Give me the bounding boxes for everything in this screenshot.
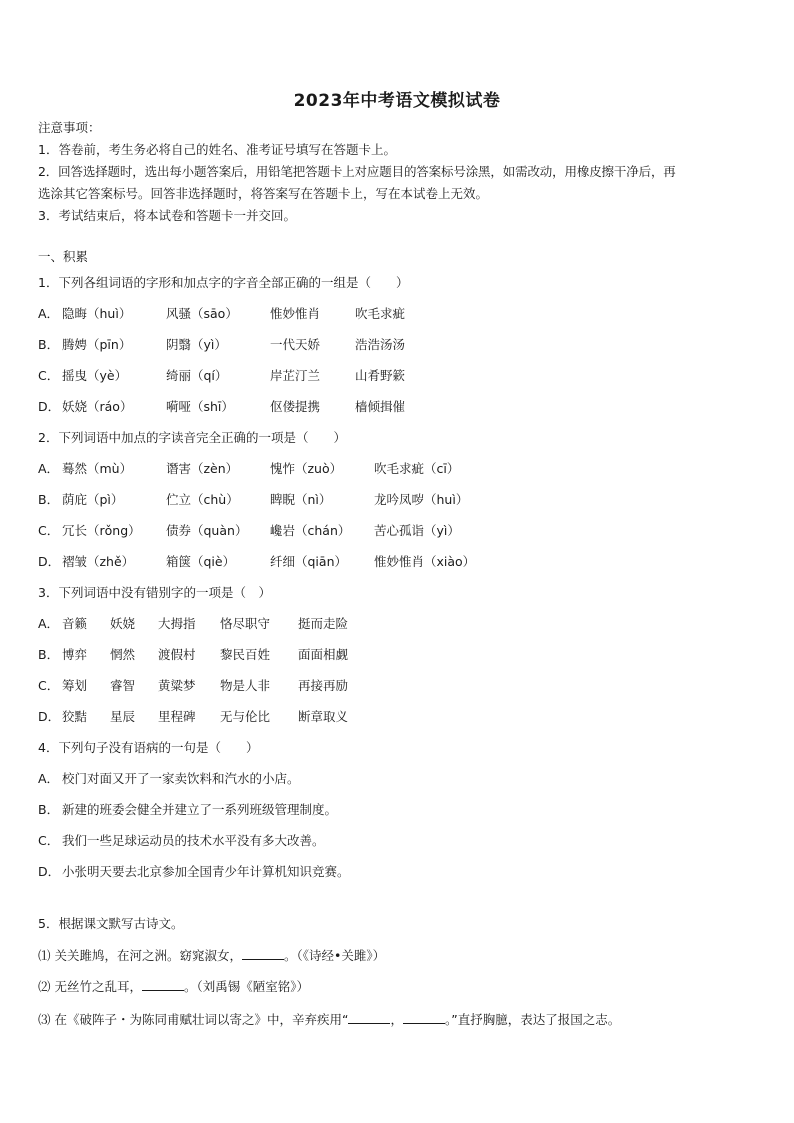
question-4-option-b <box>38 801 337 819</box>
option-item: 荫庇（pì） <box>62 492 124 507</box>
option-item: 吹毛求疵 <box>355 306 406 321</box>
sub-question-text: 。（《诗经•关雎》） <box>283 948 386 963</box>
option-letter: C． <box>38 368 60 383</box>
option-item: 妖娆 <box>110 616 136 631</box>
question-2-option-b <box>38 491 468 509</box>
option-item: 睥睨（nì） <box>270 492 332 507</box>
option-item: 狡黠 <box>62 709 88 724</box>
option-item: 苦心孤诣（yì） <box>374 523 460 538</box>
option-item: 惟妙惟肖 <box>270 306 321 321</box>
option-item: 腾娉（pīn） <box>62 337 132 352</box>
option-letter: B． <box>38 802 60 817</box>
notice-item-3: 3．考试结束后，将本试卷和答题卡一并交回。 <box>38 208 296 223</box>
option-item: 风骚（sāo） <box>166 306 238 321</box>
option-letter: D． <box>38 864 61 879</box>
option-letter: D． <box>38 709 61 724</box>
option-item: 岸芷汀兰 <box>270 368 321 383</box>
option-item: 嗬哑（shī） <box>166 399 234 414</box>
option-item: 恪尽职守 <box>220 616 271 631</box>
option-item: 星辰 <box>110 709 136 724</box>
question-1-option-b <box>38 336 405 354</box>
question-3-option-a <box>38 615 348 633</box>
question-4-option-d <box>38 863 350 881</box>
option-letter: C． <box>38 523 60 538</box>
notice-item-1: 1．答卷前，考生务必将自己的姓名、准考证号填写在答题卡上。 <box>38 142 396 157</box>
option-item: 博弈 <box>62 647 88 662</box>
option-item: 黎民百姓 <box>220 647 271 662</box>
question-4-stem: 4．下列句子没有语病的一句是（ ） <box>38 740 259 755</box>
option-item: 樯倾揖催 <box>355 399 406 414</box>
notice-item-2-line-2: 选涂其它答案标号。回答非选择题时，将答案写在答题卡上，写在本试卷上无效。 <box>38 186 489 201</box>
sub-question-text: ⑶ 在《破阵子・为陈同甫赋壮词以寄之》中，辛弃疾用“ <box>38 1012 349 1027</box>
option-item: 绮丽（qí） <box>166 368 228 383</box>
option-item: 隐晦（huì） <box>62 306 132 321</box>
question-2-option-a <box>38 460 459 478</box>
option-item: 筹划 <box>62 678 88 693</box>
option-letter: A． <box>38 771 60 786</box>
option-text: 新建的班委会健全并建立了一系列班级管理制度。 <box>62 802 338 817</box>
option-letter: A． <box>38 616 60 631</box>
option-item: 摇曳（yè） <box>62 368 128 383</box>
option-item: 箱箧（qiè） <box>166 554 236 569</box>
question-3-option-b <box>38 646 348 664</box>
option-letter: A． <box>38 306 60 321</box>
sub-question-text: ⑴ 关关雎鸠，在河之洲。窈窕淑女， <box>38 948 242 963</box>
option-item: 挺而走险 <box>298 616 349 631</box>
option-item: 一代天娇 <box>270 337 321 352</box>
option-item: 债券（quàn） <box>166 523 248 538</box>
sub-question-text: 。”直抒胸臆，表达了报国之志。 <box>444 1012 621 1027</box>
option-item: 伫立（chù） <box>166 492 239 507</box>
answer-blank[interactable] <box>348 1010 390 1024</box>
option-item: 蓦然（mù） <box>62 461 133 476</box>
option-letter: B． <box>38 492 60 507</box>
option-letter: B． <box>38 337 60 352</box>
option-item: 山肴野簌 <box>355 368 406 383</box>
answer-blank[interactable] <box>403 1010 445 1024</box>
question-5-stem: 5．根据课文默写古诗文。 <box>38 916 184 931</box>
option-letter: D． <box>38 399 61 414</box>
question-5-sub-1 <box>38 946 760 965</box>
question-1-option-c <box>38 367 405 385</box>
option-item: 音籁 <box>62 616 88 631</box>
sub-question-text: ⑵ 无丝竹之乱耳， <box>38 979 142 994</box>
option-item: 睿智 <box>110 678 136 693</box>
option-item: 里程碑 <box>158 709 196 724</box>
notice-item-2-line-1: 2．回答选择题时，选出每小题答案后，用铅笔把答题卡上对应题目的答案标号涂黑，如需改动，用橡皮擦干净后，再 <box>38 164 676 179</box>
option-item: 吹毛求疵（cī） <box>374 461 460 476</box>
question-2-option-d <box>38 553 475 571</box>
answer-blank[interactable] <box>242 946 284 960</box>
question-1-option-d <box>38 398 405 416</box>
option-item: 伛偻提携 <box>270 399 321 414</box>
sub-question-text: 。（刘禹锡《陋室铭》） <box>183 979 309 994</box>
question-3-stem: 3．下列词语中没有错别字的一项是（ ） <box>38 585 271 600</box>
page-title: 2023年中考语文模拟试卷 <box>293 91 501 111</box>
option-item: 惟妙惟肖（xiào） <box>374 554 476 569</box>
option-item: 惘然 <box>110 647 136 662</box>
option-item: 浩浩汤汤 <box>355 337 406 352</box>
option-letter: A． <box>38 461 60 476</box>
option-item: 再接再励 <box>298 678 349 693</box>
option-item: 物是人非 <box>220 678 271 693</box>
sub-question-text: ， <box>390 1012 403 1027</box>
question-3-option-d <box>38 708 348 726</box>
question-2-stem: 2．下列词语中加点的字读音完全正确的一项是（ ） <box>38 430 346 445</box>
section-heading: 一、积累 <box>38 249 89 264</box>
option-text: 我们一些足球运动员的技术水平没有多大改善。 <box>62 833 325 848</box>
option-item: 龙吟凤哕（huì） <box>374 492 469 507</box>
option-item: 妖娆（ráo） <box>62 399 133 414</box>
option-item: 谮害（zèn） <box>166 461 239 476</box>
option-item: 渡假村 <box>158 647 196 662</box>
option-item: 黄粱梦 <box>158 678 196 693</box>
option-item: 纤细（qiān） <box>270 554 347 569</box>
option-item: 褶皱（zhě） <box>62 554 135 569</box>
question-4-option-a <box>38 770 300 788</box>
question-3-option-c <box>38 677 348 695</box>
question-1-stem: 1．下列各组词语的字形和加点字的字音全部正确的一组是（ ） <box>38 275 409 290</box>
option-text: 校门对面又开了一家卖饮料和汽水的小店。 <box>62 771 300 786</box>
question-2-option-c <box>38 522 460 540</box>
question-1-option-a <box>38 305 405 323</box>
option-item: 愧怍（zuò） <box>270 461 343 476</box>
option-item: 巉岩（chán） <box>270 523 351 538</box>
option-letter: B． <box>38 647 60 662</box>
option-item: 无与伦比 <box>220 709 271 724</box>
answer-blank[interactable] <box>142 977 184 991</box>
option-letter: C． <box>38 833 60 848</box>
option-item: 阴翳（yì） <box>166 337 227 352</box>
option-letter: C． <box>38 678 60 693</box>
question-4-option-c <box>38 832 325 850</box>
option-item: 大拇指 <box>158 616 196 631</box>
notice-heading: 注意事项： <box>38 120 101 135</box>
option-letter: D． <box>38 554 61 569</box>
option-text: 小张明天要去北京参加全国青少年计算机知识竞赛。 <box>62 864 350 879</box>
question-5-sub-3 <box>38 1010 760 1029</box>
option-item: 冗长（rǒng） <box>62 523 141 538</box>
option-item: 断章取义 <box>298 709 349 724</box>
option-item: 面面相觑 <box>298 647 349 662</box>
question-5-sub-2 <box>38 977 760 996</box>
